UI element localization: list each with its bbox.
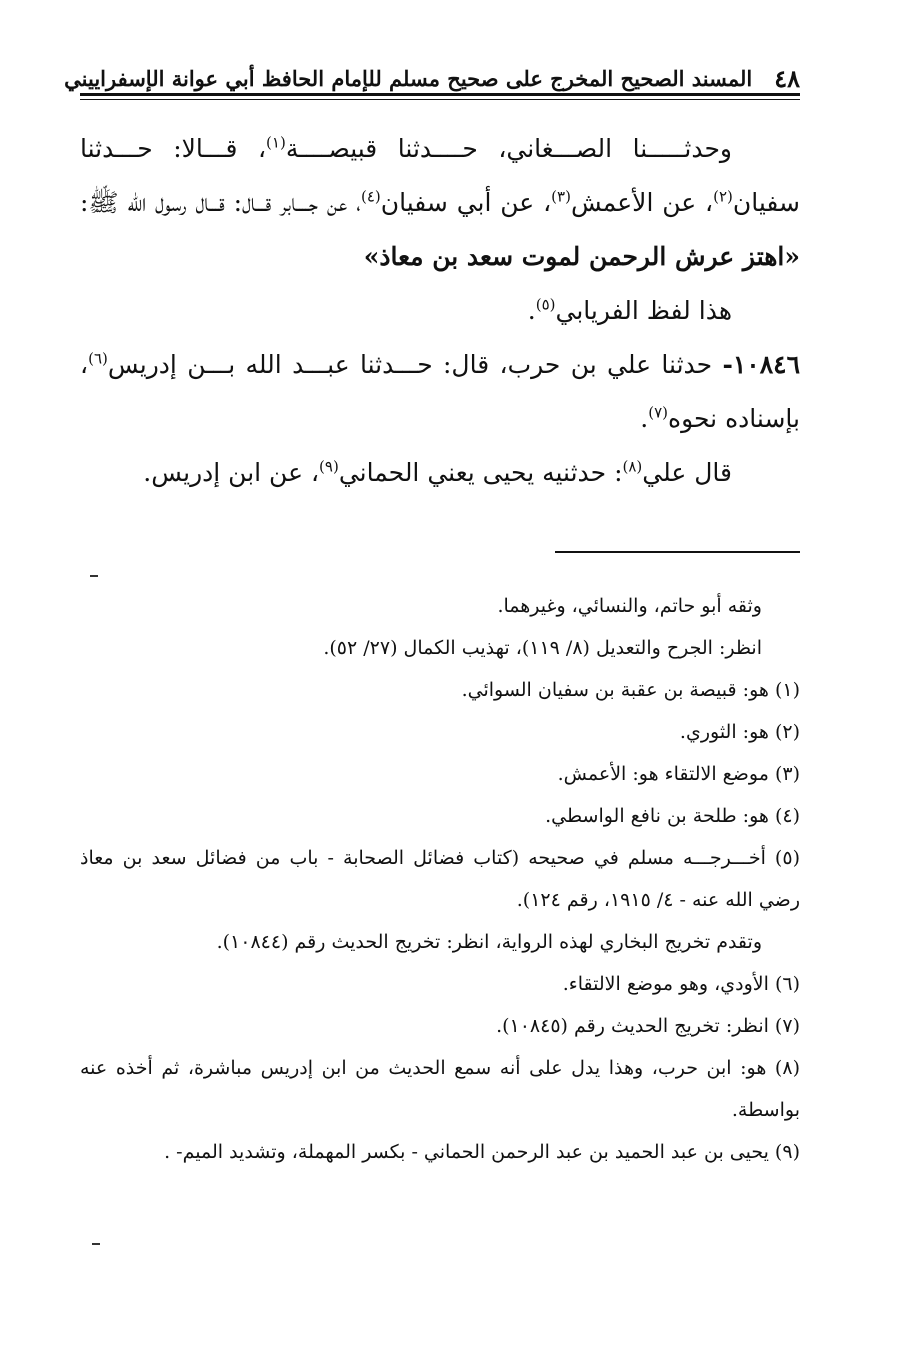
footnote-5-continuation: وتقدم تخريج البخاري لهذه الرواية، انظر: تخريج الحديث رقم (١٠٨٤٤). [216, 931, 762, 953]
footnote-separator [555, 551, 800, 553]
footnote-continuation: وثقه أبو حاتم، والنسائي، وغيرهما. [497, 595, 762, 617]
header-rule [80, 93, 800, 96]
footnote-ref-4[interactable]: (٤) [360, 187, 381, 206]
text-segment: ، عن جــــابر قـــال: قـــال رسول الله ﷺ: [80, 188, 361, 217]
footnote-ref-5[interactable]: (٥) [535, 295, 556, 314]
footnote-5: (٥) أخـــرجـــه مسلم في صحيحه (كتاب فضائل الصحابة - باب من فضائل سعد بن معاذ رضي الله عنه - ٤/ ١٩١٥، رقم ١٢٤). [80, 847, 800, 911]
page-number: ٤٨ [774, 64, 800, 93]
footnote-ref-1[interactable]: (١) [266, 133, 286, 152]
footnote-ref-9[interactable]: (٩) [319, 457, 339, 476]
footnote-4: (٤) هو: طلحة بن نافع الواسطي. [545, 805, 800, 827]
footnote-continuation: انظر: الجرح والتعديل (٨/ ١١٩)، تهذيب الكمال (٢٧/ ٥٢). [323, 637, 762, 659]
footnote-3: (٣) موضع الالتقاء هو: الأعمش. [557, 763, 800, 785]
text-segment: وحدثـــــنا الصـــغاني، حــــدثنا قبيصــــة [285, 134, 732, 163]
text-segment: . [527, 296, 536, 325]
text-segment: ، عن الأعمش [570, 188, 714, 217]
hadith-quote: «اهتز عرش الرحمن لموت سعد بن معاذ» [363, 242, 800, 271]
text-segment: . [640, 404, 649, 433]
text-segment: ، بإسناده نحوه [80, 350, 800, 433]
paragraph-hadith-chain [80, 122, 800, 284]
margin-mark [92, 1243, 100, 1245]
footnotes [80, 585, 800, 1173]
running-title: المسند الصحيح المخرج على صحيح مسلم للإمام الحافظ أبي عوانة الإسفراييني [64, 66, 753, 91]
text-segment: قال علي [642, 458, 732, 487]
paragraph-note [80, 284, 800, 338]
running-header [64, 50, 800, 94]
footnote-1: (١) هو: قبيصة بن عقبة بن سفيان السوائي. [461, 679, 800, 701]
footnote-8: (٨) هو: ابن حرب، وهذا يدل على أنه سمع الحديث من ابن إدريس مباشرة، ثم أخذه عنه بواسطة. [80, 1057, 800, 1121]
footnote-6: (٦) الأودي، وهو موضع الالتقاء. [562, 973, 800, 995]
text-segment: : حدثنيه يحيى يعني الحماني [338, 458, 623, 487]
footnote-2: (٢) هو: الثوري. [679, 721, 800, 743]
text-segment: ، قـــالا: حـــدثنا سفيان [80, 134, 800, 217]
paragraph-ali [80, 446, 800, 500]
text-segment: ، عن أبي سفيان [380, 188, 552, 217]
footnote-ref-8[interactable]: (٨) [622, 457, 643, 476]
footnote-ref-2[interactable]: (٢) [713, 187, 733, 206]
header-rule-thin [80, 99, 800, 100]
margin-mark [90, 575, 98, 577]
footnote-ref-7[interactable]: (٧) [648, 403, 669, 422]
text-segment: هذا لفظ الفريابي [555, 296, 732, 325]
hadith-number: ١٠٨٤٦- [722, 350, 800, 379]
paragraph-hadith-10846 [80, 338, 800, 446]
footnote-ref-6[interactable]: (٦) [88, 349, 108, 368]
footnote-7: (٧) انظر: تخريج الحديث رقم (١٠٨٤٥). [496, 1015, 800, 1037]
text-segment: حدثنا علي بن حرب، قال: حـــدثنا عبـــد الله بـــن إدريس [107, 350, 723, 379]
text-segment: ، عن ابن إدريس. [143, 458, 320, 487]
footnote-9: (٩) يحيى بن عبد الحميد بن عبد الرحمن الحماني - بكسر المهملة، وتشديد الميم- . [164, 1141, 800, 1163]
main-text [80, 122, 800, 500]
footnote-ref-3[interactable]: (٣) [551, 187, 571, 206]
